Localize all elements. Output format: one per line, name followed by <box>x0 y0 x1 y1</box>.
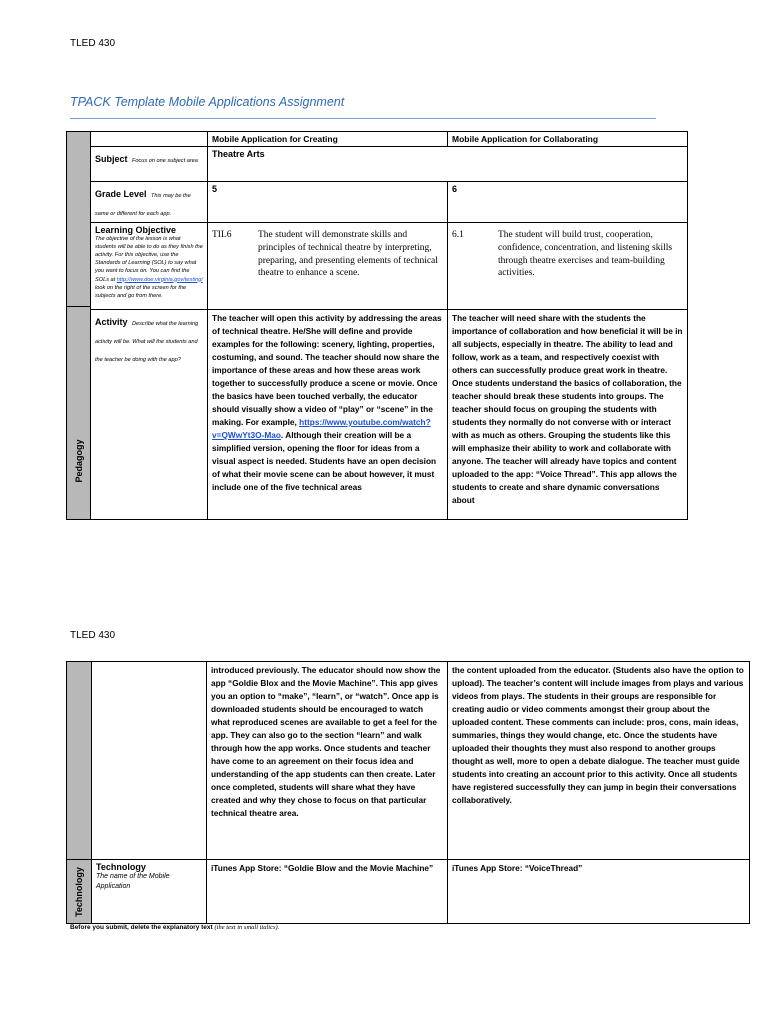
activity-creating: The teacher will open this activity by addressing the areas of technical theatre. He/She will define and provide examples for the following: scenery, lighting, properties, costuming, and sound. The teacher should now share the importance of these areas and how these areas work together to successfully produce a scene or movie. Once the basics have been touched verbally, the educator should visually show a video of “play” or “scene” in the making. For example, https://www.youtube.com/watch?v=QWwYt3O-Mao. Although their creation will be a simplified version, opening the floor for ideas from a visual aspect is needed. Students have an open decision of what their movie scene can be about however, it must include one of the five technical areas <box>208 310 448 520</box>
grade-creating: 5 <box>208 182 448 223</box>
pedagogy-section-cell <box>67 306 90 515</box>
objective-creating <box>208 223 448 310</box>
continued-collaborating: the content uploaded from the educator. (Students also have the option to upload). The teacher’s content will include images from plays and various videos from plays. The students in their groups are responsible for creating audio or video comments amongst their group about the uploaded content. These comments can include: pros, cons, main ideas, summaries, things they would change, etc. Once the students have uploaded their thoughts they must also respond to another groups thought as well, more to open a debate dialogue. The teacher must guide students into creating an account prior to this activity. Once all students have registered successfully they can jump in begin their conversations collaboratively. <box>448 662 750 860</box>
page2-header: TLED 430 <box>70 630 116 641</box>
header-blank-cell <box>91 132 208 147</box>
grade-explanation: This may be the same or different for each app. <box>95 193 191 217</box>
technology-label: Technology <box>96 862 146 872</box>
objective-collaborating <box>448 223 688 310</box>
grade-label: Grade Level <box>95 189 147 199</box>
technology-explanation: The name of the Mobile Application <box>96 873 170 891</box>
activity-explanation: Describe what the learning activity will be. What will the students and the teacher be doing with the app? <box>95 321 199 363</box>
continued-creating: introduced previously. The educator should now show the app “Goldie Blox and the Movie Machine”. This app gives you an option to “make”, “learn”, or “watch”. Once app is downloaded students should be encouraged to watch what reproduced scenes are available to get a feel for the app. They can also go to the section “learn” and walk through how the app works. Once students and teacher have come to an agreement on their focus idea and understanding of the app students can then create. Later once completed, students will share what they have created and why they chose to focus on that particular technical theatre area. <box>207 662 448 860</box>
page-header: TLED 430 <box>70 38 116 49</box>
col-head-creating: Mobile Application for Creating <box>208 132 448 147</box>
pedagogy-section-label: Pedagogy <box>73 439 84 483</box>
activity-label: Activity <box>95 317 128 327</box>
objective-explanation: The objective of the lesson is what students will be able to do as they finish the activity. For this objective, use the Standards of Learning (SOL) to say what you want to focus on. You can find the SOLs at http://www.doe.virginia.gov/testing/ look on the right of the screen for the subjects and go from there. <box>95 236 203 299</box>
objective-collaborating-code: 6.1 <box>452 230 464 240</box>
pedagogy-continued-cell <box>67 662 92 860</box>
grade-collaborating: 6 <box>448 182 688 223</box>
objective-creating-code: TIL6 <box>212 230 232 240</box>
youtube-link[interactable]: https://www.youtube.com/watch?v=QWwYt3O-Mao <box>212 417 431 440</box>
technology-section-cell <box>67 860 92 924</box>
tpack-table-page1 <box>66 131 688 520</box>
objective-collaborating-text: The student will build trust, cooperation, confidence, concentration, and listening skills through theatre exercises and team-building activities. <box>498 230 673 279</box>
objective-creating-text: The student will demonstrate skills and principles of technical theatre by interpreting, preparing, and presenting elements of technical theatre to enhance a scene. <box>258 230 438 279</box>
title-underline <box>70 118 656 119</box>
subject-label-cell <box>91 147 208 182</box>
tpack-table-page2 <box>66 661 750 924</box>
technology-label-cell <box>92 860 207 924</box>
technology-collaborating: iTunes App Store: “VoiceThread” <box>448 860 750 924</box>
technology-creating: iTunes App Store: “Goldie Blow and the Movie Machine” <box>207 860 448 924</box>
subject-explanation: Focus on one subject area <box>131 158 198 164</box>
grade-label-cell <box>91 182 208 223</box>
objective-label-cell <box>91 223 208 310</box>
continued-label-cell <box>92 662 207 860</box>
footer-explanation: (the text in small italics). <box>214 924 280 931</box>
col-head-collaborating: Mobile Application for Collaborating <box>448 132 688 147</box>
technology-section-label: Technology <box>74 866 84 917</box>
subject-label: Subject <box>95 154 128 164</box>
footer-note <box>70 924 279 931</box>
footer-text: Before you submit, delete the explanatory text <box>70 924 213 931</box>
sol-link[interactable]: http://www.doe.virginia.gov/testing/ <box>116 276 203 283</box>
page-title: TPACK Template Mobile Applications Assignment <box>70 95 345 109</box>
activity-collaborating: The teacher will need share with the students the importance of collaboration and how beneficial it will be in all subjects, especially in theatre. The ability to lead and follow, work as a team, and respectively coexist with others can successfully produce great work in theatre. Once students understand the basics of collaboration, the teacher should break these students into groups. The teacher should focus on grouping the students with students they normally do not converse with or interact with as much as others. Grouping the students like this will emphasize their ability to work and collaborate with anyone. The teacher will already have topics and content uploaded to the app: “Voice Thread”. This app allows the students to create and share dynamic conversations about <box>448 310 688 520</box>
subject-value: Theatre Arts <box>208 147 688 182</box>
activity-label-cell <box>91 310 208 520</box>
objective-label: Learning Objective <box>95 225 177 235</box>
